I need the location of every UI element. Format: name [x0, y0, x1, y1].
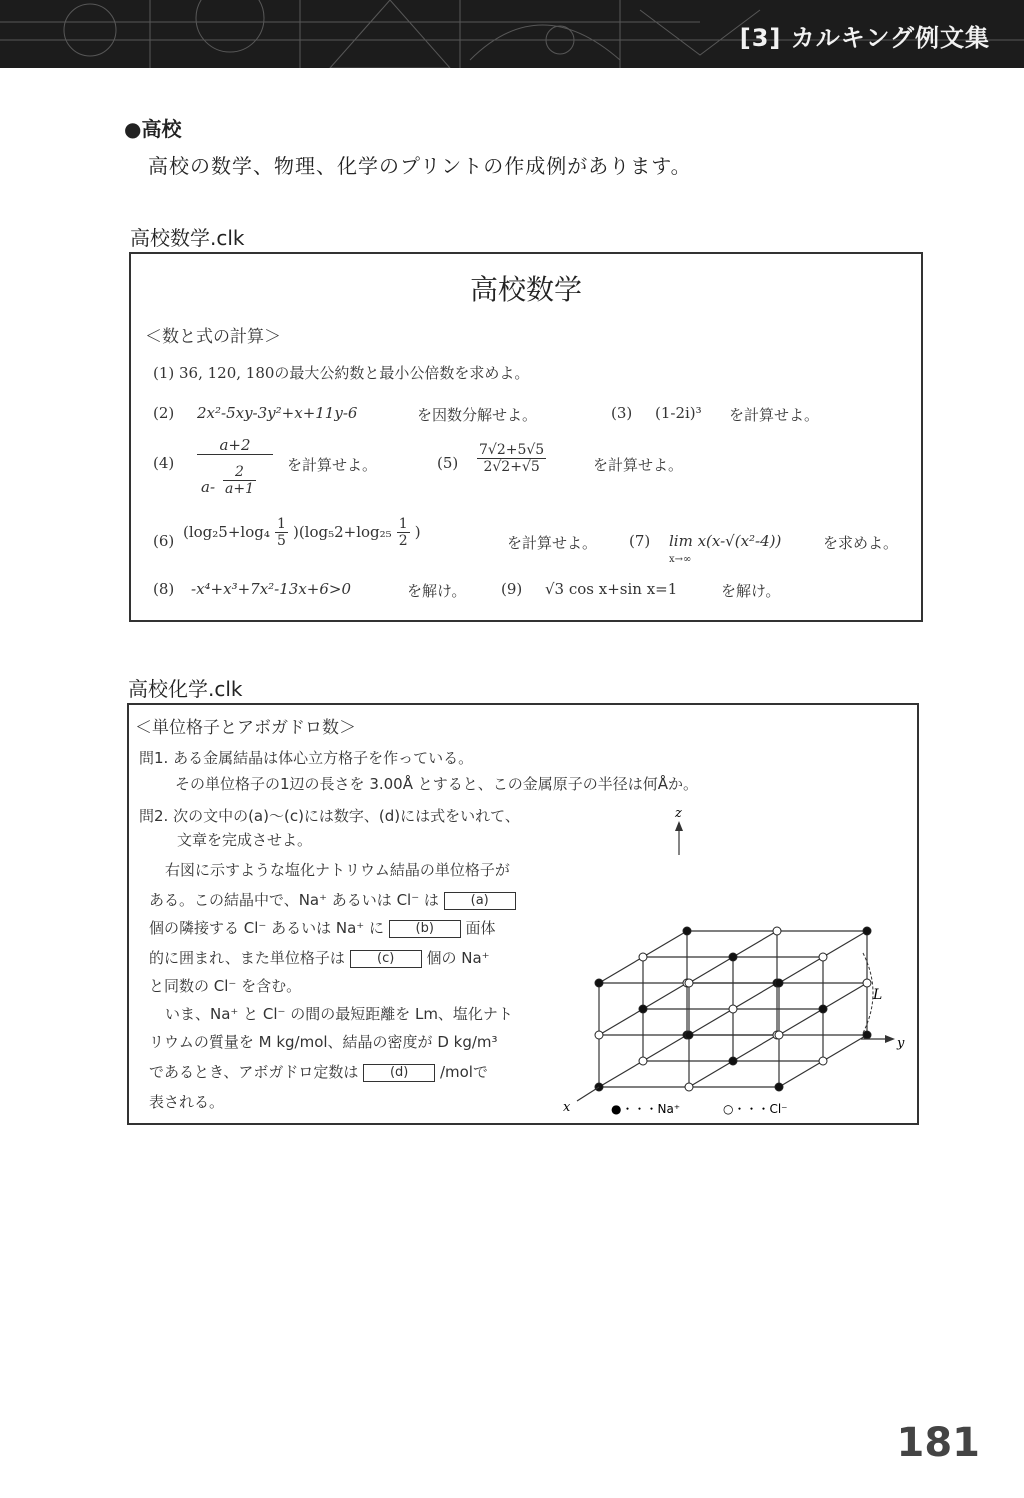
problem-7-expression: lim x(x-√(x²-4)): [669, 532, 782, 550]
na-ion: [595, 979, 603, 987]
lattice-edge: [733, 1035, 777, 1061]
problem-5-numerator: 7√2+5√5: [479, 442, 545, 458]
x-axis: [577, 1087, 599, 1101]
cl-ion: [685, 1083, 693, 1091]
chapter-title: [3] カルキング例文集: [739, 24, 990, 52]
na-ion: [775, 1083, 783, 1091]
header-banner: [0, 0, 1024, 68]
lattice-edge: [643, 931, 687, 957]
problem-2-number: (2): [153, 404, 175, 422]
section-description: 高校の数学、物理、化学のプリントの作成例があります。: [148, 154, 692, 178]
blank-d: (d): [363, 1064, 435, 1082]
problem-6-instruction: を計算せよ。: [507, 534, 598, 552]
nacl-unit-cell-diagram: [559, 805, 909, 1121]
passage-line-7: リウムの質量を M kg/mol、結晶の密度が D kg/m³: [149, 1033, 498, 1051]
problem-6-part-c: ): [414, 523, 421, 541]
lattice-edge: [823, 983, 867, 1009]
legend-cl: ○・・・Cl⁻: [723, 1102, 788, 1116]
cl-ion: [729, 1005, 737, 1013]
passage-line-3-tail: 面体: [465, 919, 496, 937]
problem-5-fraction: [477, 442, 546, 475]
cl-ion: [639, 953, 647, 961]
passage-line-9: 表される。: [149, 1093, 225, 1111]
lattice-edge: [823, 931, 867, 957]
page-number: 181: [896, 1420, 980, 1466]
na-ion: [685, 1031, 693, 1039]
problem-7-limit-sub: x→∞: [669, 554, 692, 565]
na-ion: [863, 927, 871, 935]
cl-ion: [773, 927, 781, 935]
passage-line-2: [149, 889, 516, 910]
lattice-edge: [643, 1035, 687, 1061]
passage-line-8: [149, 1061, 488, 1082]
problem-4-instruction: を計算せよ。: [287, 456, 378, 474]
problem-6-part-a: (log₂5+log₄: [183, 523, 270, 541]
problem-6-part-b: )(log₅2+log₂₅: [292, 523, 392, 541]
problem-9-expression: √3 cos x+sin x=1: [545, 580, 678, 598]
problem-6-frac2-top: 1: [398, 516, 408, 532]
cl-ion: [775, 1031, 783, 1039]
lattice-edge: [689, 1061, 733, 1087]
na-ion: [729, 953, 737, 961]
y-axis-arrow: [885, 1035, 895, 1043]
na-ion: [819, 1005, 827, 1013]
passage-line-5: と同数の Cl⁻ を含む。: [149, 977, 302, 995]
question-2-line-2: 文章を完成させよ。: [177, 831, 313, 849]
problem-3-expression: (1-2i)³: [655, 404, 702, 422]
problem-4-inner-bottom: a+1: [225, 481, 254, 497]
lattice-edge: [779, 1009, 823, 1035]
lattice-edge: [599, 1061, 643, 1087]
problem-6-number: (6): [153, 532, 175, 550]
passage-line-2-text: ある。この結晶中で、Na⁺ あるいは Cl⁻ は: [149, 891, 439, 909]
x-axis-label: x: [563, 1100, 571, 1115]
problem-4-numerator: a+2: [197, 436, 273, 455]
problem-8-number: (8): [153, 580, 175, 598]
cl-ion: [685, 979, 693, 987]
blank-c: (c): [350, 950, 422, 968]
cl-ion: [819, 953, 827, 961]
L-label: L: [873, 987, 883, 1003]
lattice-edge: [599, 1009, 643, 1035]
cl-ion: [863, 979, 871, 987]
chem-subtitle: ＜単位格子とアボガドロ数＞: [135, 718, 356, 738]
passage-line-6: いま、Na⁺ と Cl⁻ の間の最短距離を Lm、塩化ナト: [165, 1005, 513, 1023]
lattice-edge: [689, 957, 733, 983]
na-ion: [729, 1057, 737, 1065]
lattice-edge: [689, 1009, 733, 1035]
question-1-line-2: その単位格子の1辺の長さを 3.00Å とすると、この金属原子の半径は何Åか。: [175, 775, 699, 793]
problem-7-instruction: を求めよ。: [823, 534, 899, 552]
section-heading: ●高校: [124, 117, 182, 141]
math-title: 高校数学: [469, 273, 582, 306]
math-subtitle: ＜数と式の計算＞: [145, 327, 281, 347]
lattice-edge: [643, 983, 687, 1009]
problem-3-number: (3): [611, 404, 633, 422]
cl-ion: [595, 1031, 603, 1039]
problem-9-instruction: を解け。: [721, 582, 781, 600]
problem-3-instruction: を計算せよ。: [729, 406, 820, 424]
y-axis-label: y: [897, 1036, 905, 1051]
problem-5-denominator: 2√2+√5: [483, 459, 540, 475]
z-axis-arrow: [675, 821, 683, 831]
passage-line-3-text: 個の隣接する Cl⁻ あるいは Na⁺ に: [149, 919, 384, 937]
lattice-edge: [733, 983, 777, 1009]
passage-line-3: [149, 917, 496, 938]
cl-ion: [819, 1057, 827, 1065]
problem-5-instruction: を計算せよ。: [593, 456, 684, 474]
na-ion: [639, 1005, 647, 1013]
lattice-atoms: [595, 927, 871, 1091]
problem-8-instruction: を解け。: [407, 582, 467, 600]
math-filename: 高校数学.clk: [130, 226, 245, 250]
passage-line-8-tail: /molで: [439, 1063, 488, 1081]
lattice-edge: [779, 1061, 823, 1087]
problem-4-number: (4): [153, 454, 175, 472]
passage-line-4-tail: 個の Na⁺: [426, 949, 490, 967]
lattice-edge: [823, 1035, 867, 1061]
L-dimension-arc: [863, 953, 873, 1033]
legend-na: ●・・・Na⁺: [611, 1102, 681, 1116]
problem-1: (1) 36, 120, 180の最大公約数と最小公倍数を求めよ。: [153, 364, 530, 382]
problem-7-number: (7): [629, 532, 651, 550]
passage-line-8-text: であるとき、アボガドロ定数は: [149, 1063, 359, 1081]
problem-2-expression: 2x²-5xy-3y²+x+11y-6: [197, 404, 358, 422]
problem-9-number: (9): [501, 580, 523, 598]
cl-ion: [639, 1057, 647, 1065]
passage-line-1: 右図に示すような塩化ナトリウム結晶の単位格子が: [165, 861, 510, 879]
lattice-edge: [599, 957, 643, 983]
problem-4-denominator-a: a-: [201, 478, 216, 496]
blank-b: (b): [389, 920, 461, 938]
passage-line-4: [149, 947, 490, 968]
problem-4-inner-fraction: [223, 464, 256, 497]
problem-6-expression: [183, 516, 421, 549]
math-worksheet: [129, 252, 923, 622]
chem-filename: 高校化学.clk: [128, 677, 243, 701]
z-axis-label: z: [675, 806, 682, 821]
question-2-line-1: 問2. 次の文中の(a)～(c)には数字、(d)には式をいれて、: [139, 807, 520, 825]
question-1-line-1: 問1. ある金属結晶は体心立方格子を作っている。: [139, 749, 474, 767]
na-ion: [863, 1031, 871, 1039]
na-ion: [775, 979, 783, 987]
lattice-edge: [779, 957, 823, 983]
problem-8-expression: -x⁴+x³+7x²-13x+6>0: [191, 580, 352, 598]
problem-5-number: (5): [437, 454, 459, 472]
na-ion: [683, 927, 691, 935]
problem-6-frac1-bottom: 5: [276, 533, 286, 549]
lattice-edge: [733, 931, 777, 957]
problem-6-frac1-top: 1: [276, 516, 286, 532]
problem-4-inner-top: 2: [223, 464, 256, 481]
passage-line-4-text: 的に囲まれ、また単位格子は: [149, 949, 345, 967]
chem-worksheet: [127, 703, 919, 1125]
problem-6-frac2-bottom: 2: [398, 533, 408, 549]
blank-a: (a): [444, 892, 516, 910]
problem-2-instruction: を因数分解せよ。: [417, 406, 538, 424]
